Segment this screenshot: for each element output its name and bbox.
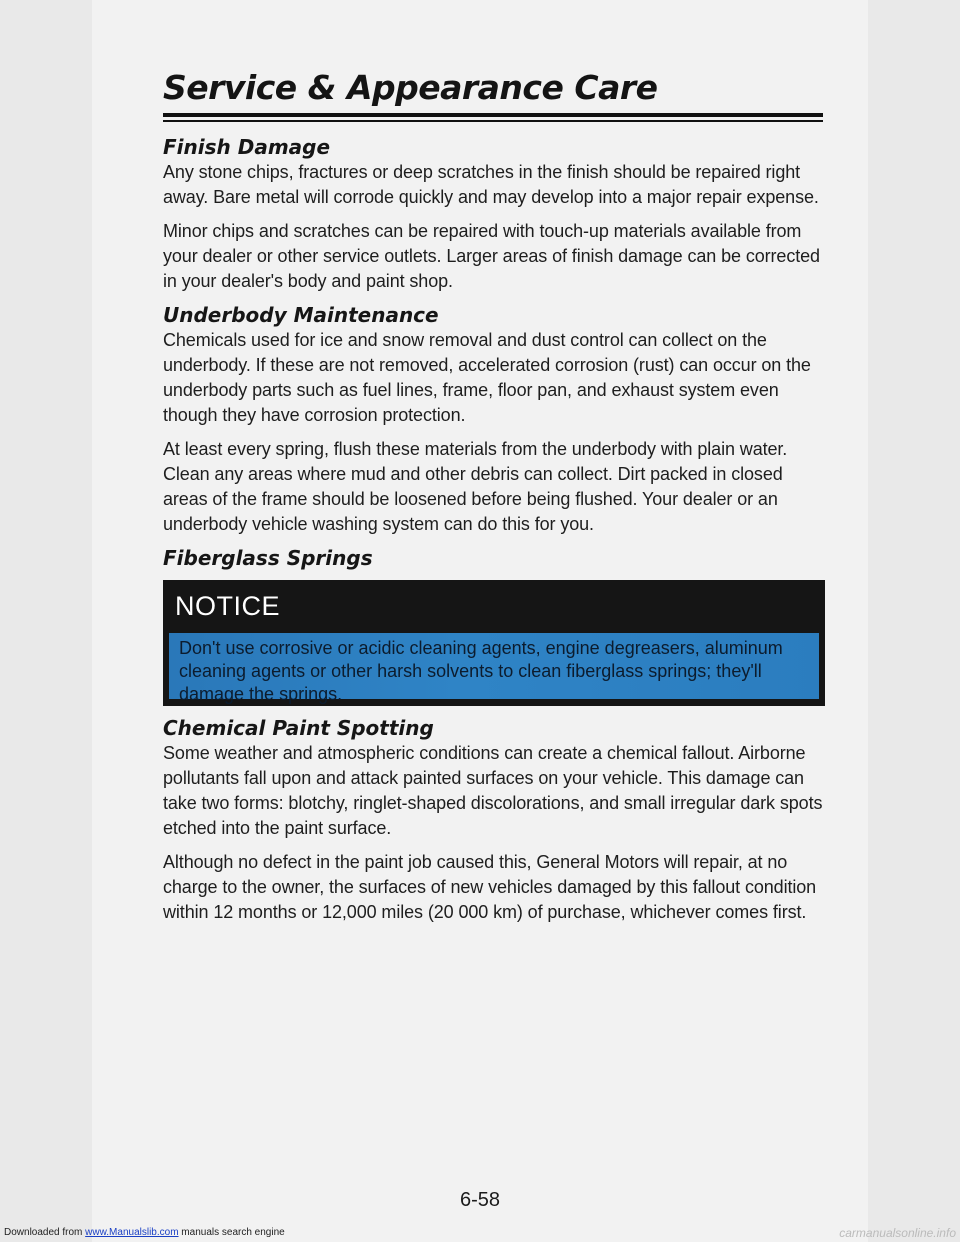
watermark: carmanualsonline.info [839, 1226, 956, 1240]
underbody-paragraph-1: Chemicals used for ice and snow removal and dust control can collect on the underbody. If these are not removed, accelerated corrosion (rust) can occur on the underbody parts such as fuel lines, frame, floor pan, and exhaust system even though they have corrosion protection. [163, 330, 811, 425]
chemical-paint-paragraph-1: Some weather and atmospheric conditions can create a chemical fallout. Airborne pollutants fall upon and attack painted surfaces on your vehicle. This damage can take two forms: blotchy, ringlet-shaped discolorations, and small irregular dark spots etched into the paint surface. [163, 743, 823, 838]
finish-damage-paragraph-2: Minor chips and scratches can be repaired with touch-up materials available from your dealer or other service outlets. Larger areas of finish damage can be corrected in your dealer's body and paint shop. [163, 221, 820, 291]
page-number: 6-58 [459, 1189, 501, 1211]
download-footer [4, 1227, 285, 1238]
page-content [163, 135, 825, 934]
title-rule-thin [163, 120, 823, 122]
heading-finish-damage: Finish Damage [163, 135, 331, 159]
heading-underbody-maintenance: Underbody Maintenance [163, 303, 439, 327]
manualslib-link[interactable]: www.Manualslib.com [85, 1227, 179, 1238]
finish-damage-paragraph-1: Any stone chips, fractures or deep scratches in the finish should be repaired right away. Bare metal will corrode quickly and may develop into a major repair expense. [163, 162, 819, 207]
heading-fiberglass-springs: Fiberglass Springs [163, 546, 373, 570]
underbody-paragraph-2: At least every spring, flush these materials from the underbody with plain water. Clean any areas where mud and other debris can collect. Dirt packed in closed areas of the frame should be loosened before being flushed. Your dealer or an underbody vehicle washing system can do this for you. [163, 439, 788, 534]
notice-box [163, 580, 825, 706]
title-rule-thick [163, 113, 823, 117]
footer-suffix: manuals search engine [178, 1227, 285, 1238]
footer-prefix: Downloaded from [4, 1227, 86, 1238]
section-title: Service & Appearance Care [163, 68, 658, 107]
heading-chemical-paint-spotting: Chemical Paint Spotting [163, 716, 434, 740]
notice-text: Don't use corrosive or acidic cleaning agents, engine degreasers, aluminum cleaning agents or other harsh solvents to clean fiberglass springs; they'll damage the springs. [169, 633, 819, 699]
chemical-paint-paragraph-2: Although no defect in the paint job caused this, General Motors will repair, at no charge to the owner, the surfaces of new vehicles damaged by this fallout condition within 12 months or 12,000 miles (20 000 km) of purchase, whichever comes first. [163, 852, 817, 922]
notice-label: NOTICE [175, 591, 281, 621]
